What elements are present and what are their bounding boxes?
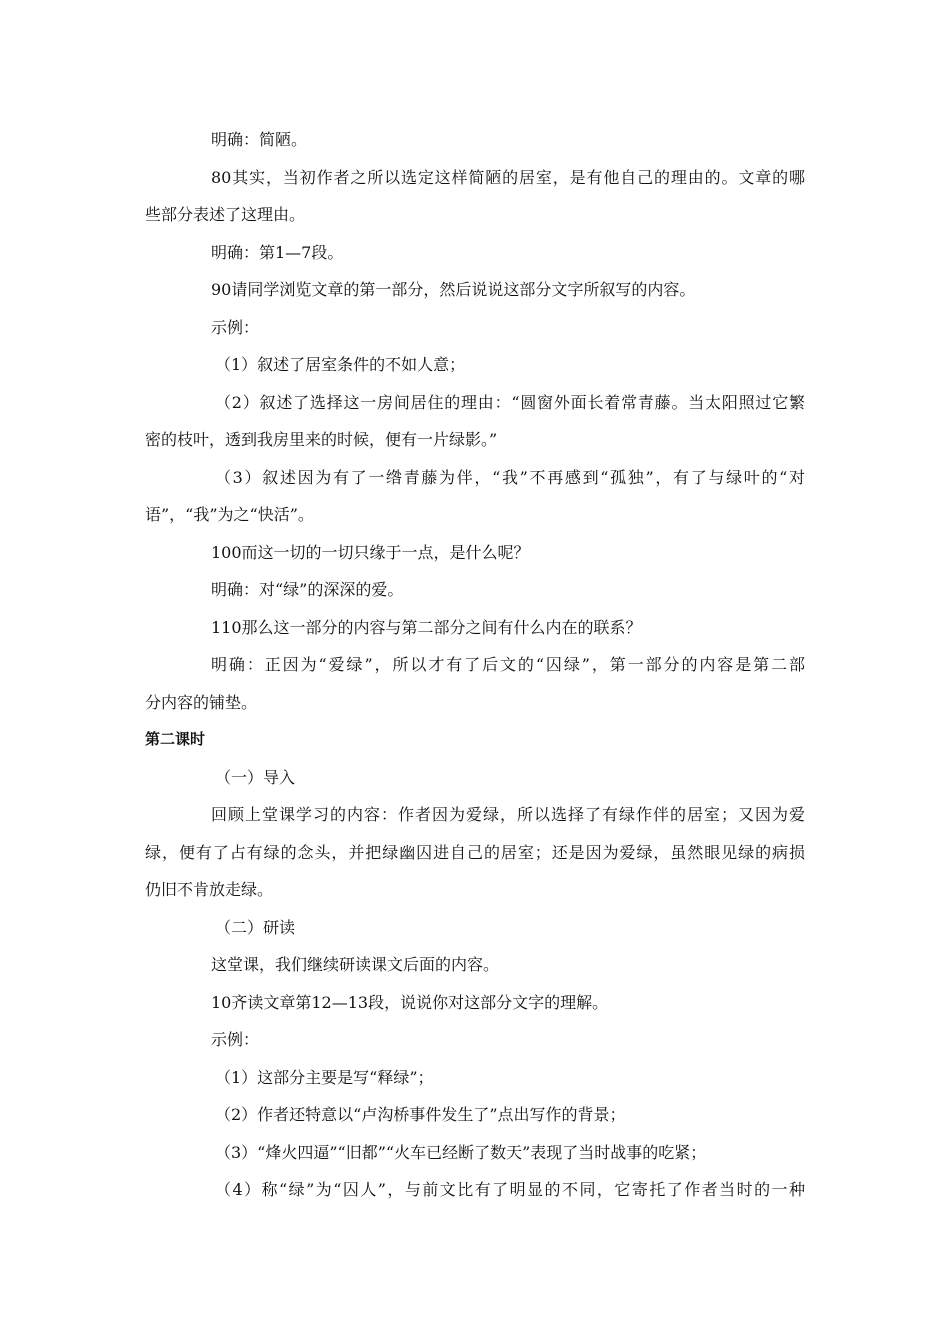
example-item-2-line-2: 密的枝叶，透到我房里来的时候，便有一片绿影。”: [145, 430, 498, 449]
question-1-line: 10齐读文章第12—13段，说说你对这部分文字的理解。: [211, 992, 609, 1012]
answer-line: 明确：对“绿”的深深的爱。: [211, 580, 404, 599]
review-line-1: 回顾上堂课学习的内容：作者因为爱绿，所以选择了有绿作伴的居室；又因为爱: [211, 805, 805, 824]
question-9-line: 90请同学浏览文章的第一部分，然后说说这部分文字所叙写的内容。: [211, 280, 696, 299]
example-item-2: （2）作者还特意以“卢沟桥事件发生了”点出写作的背景；: [215, 1105, 626, 1124]
review-line-2: 绿，便有了占有绿的念头，并把绿幽囚进自己的居室；还是因为爱绿，虽然眼见绿的病损: [145, 842, 805, 862]
document-body: [145, 121, 805, 1209]
example-item-2-line-1: （2）叙述了选择这一房间居住的理由：“圆窗外面长着常青藤。当太阳照过它繁: [215, 392, 805, 412]
example-item-1: （1）这部分主要是写“释绿”；: [215, 1067, 434, 1087]
answer-line-1: 明确：正因为“爱绿”，所以才有了后文的“囚绿”，第一部分的内容是第二部: [211, 655, 805, 674]
answer-line-2: 分内容的铺垫。: [145, 692, 258, 712]
question-10-line: 100而这一切的一切只缘于一点，是什么呢？: [211, 542, 530, 562]
example-item-1: （1）叙述了居室条件的不如人意；: [215, 355, 466, 374]
answer-line: 明确：第1—7段。: [211, 242, 344, 262]
subsection-intro-heading: （一）导入: [215, 767, 296, 787]
example-item-4: （4）称“绿”为“囚人”，与前文比有了明显的不同，它寄托了作者当时的一种: [215, 1180, 805, 1199]
question-8-line-2: 些部分表述了这理由。: [145, 205, 306, 224]
example-item-3-line-2: 语”，“我”为之“快活”。: [145, 505, 314, 524]
answer-line: 明确：简陋。: [211, 130, 308, 149]
example-label: 示例：: [211, 1030, 260, 1049]
example-item-3-line-1: （3）叙述因为有了一绺青藤为伴，“我”不再感到“孤独”，有了与绿叶的“对: [215, 467, 805, 487]
section-heading: 第二课时: [145, 730, 206, 748]
subsection-study-heading: （二）研读: [215, 917, 296, 937]
example-item-3: （3）“烽火四逼”“旧都”“火车已经断了数天”表现了当时战事的吃紧；: [215, 1142, 707, 1162]
question-11-line: 110那么这一部分的内容与第二部分之间有什么内在的联系？: [211, 617, 642, 637]
review-line-3: 仍旧不肯放走绿。: [145, 880, 274, 899]
question-8-line-1: 80其实，当初作者之所以选定这样简陋的居室，是有他自己的理由的。文章的哪: [211, 167, 805, 187]
example-label: 示例：: [211, 317, 260, 337]
study-intro-line: 这堂课，我们继续研读课文后面的内容。: [211, 955, 500, 974]
